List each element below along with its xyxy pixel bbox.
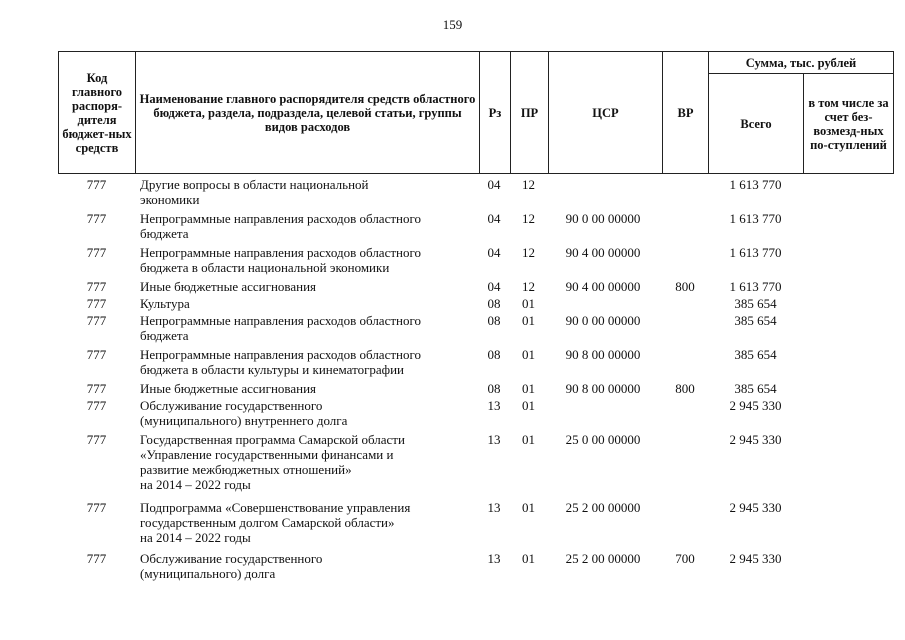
table-row: [58, 398, 893, 432]
header-kod: Код главного распоря-дителя бюджет-ных средств: [59, 52, 136, 174]
cell-kod: 777: [86, 296, 107, 311]
cell-pr: 12: [522, 279, 535, 294]
cell-sum: 385 654: [734, 347, 777, 362]
cell-name: Непрограммные направления расходов областного бюджета в области национальной экономики: [140, 245, 421, 275]
cell-kod: 777: [86, 432, 107, 447]
cell-sum: 385 654: [734, 381, 777, 396]
cell-pr: 01: [522, 500, 535, 515]
cell-pr: 01: [522, 381, 535, 396]
table-row: [58, 500, 893, 551]
cell-rz: 08: [487, 313, 501, 328]
cell-sum: 2 945 330: [729, 500, 782, 515]
cell-name: Иные бюджетные ассигнования: [140, 279, 317, 294]
cell-csr: 25 2 00 00000: [565, 551, 641, 566]
cell-sum: 2 945 330: [729, 551, 782, 566]
cell-kod: 777: [86, 347, 107, 362]
cell-rz: 13: [487, 500, 501, 515]
cell-sum: 1 613 770: [729, 177, 782, 192]
header-table: [58, 51, 894, 174]
cell-name: Другие вопросы в области национальной экономики: [140, 177, 369, 207]
cell-sum: 1 613 770: [729, 211, 782, 226]
header-csr: ЦСР: [549, 52, 663, 174]
cell-csr: 90 0 00 00000: [565, 211, 641, 226]
cell-rz: 04: [487, 177, 501, 192]
cell-name: Обслуживание государственного (муниципального) долга: [140, 551, 323, 581]
cell-csr: 90 0 00 00000: [565, 313, 641, 328]
table-row: [58, 296, 893, 313]
table-row: [58, 279, 893, 296]
header-rz: Рз: [480, 52, 511, 174]
cell-pr: 01: [522, 296, 535, 311]
cell-kod: 777: [86, 313, 107, 328]
table-row: [58, 313, 893, 347]
cell-csr: 90 8 00 00000: [565, 381, 641, 396]
cell-pr: 12: [522, 211, 535, 226]
cell-sum: 1 613 770: [729, 245, 782, 260]
cell-rz: 08: [487, 296, 501, 311]
cell-rz: 13: [487, 398, 501, 413]
cell-vr: 800: [675, 279, 695, 294]
cell-csr: 25 0 00 00000: [565, 432, 641, 447]
cell-kod: 777: [86, 398, 107, 413]
table-row: [58, 211, 893, 245]
cell-rz: 04: [487, 279, 501, 294]
cell-name: Культура: [140, 296, 190, 311]
cell-pr: 12: [522, 177, 535, 192]
cell-rz: 04: [487, 245, 501, 260]
header-summa: Сумма, тыс. рублей: [709, 52, 894, 74]
cell-rz: 13: [487, 432, 501, 447]
cell-csr: 25 2 00 00000: [565, 500, 641, 515]
cell-rz: 04: [487, 211, 501, 226]
table-body: [58, 177, 893, 585]
cell-rz: 08: [487, 381, 501, 396]
cell-csr: 90 4 00 00000: [565, 279, 641, 294]
header-name: Наименование главного распорядителя средств областного бюджета, раздела, подраздела, целевой статьи, группы видов расходов: [136, 52, 480, 174]
cell-sum: 1 613 770: [729, 279, 782, 294]
cell-sum: 2 945 330: [729, 432, 782, 447]
cell-name: Государственная программа Самарской области «Управление государственными финансами и развитие межбюджетных отношений» на 2014 – 2022 годы: [140, 432, 405, 492]
cell-kod: 777: [86, 381, 107, 396]
cell-sum: 2 945 330: [729, 398, 782, 413]
cell-kod: 777: [86, 245, 107, 260]
cell-rz: 13: [487, 551, 501, 566]
header-vr: ВР: [663, 52, 709, 174]
cell-kod: 777: [86, 500, 107, 515]
cell-name: Непрограммные направления расходов областного бюджета: [140, 313, 421, 343]
cell-pr: 12: [522, 245, 535, 260]
header-vsego: Всего: [709, 74, 804, 174]
cell-pr: 01: [522, 347, 535, 362]
cell-kod: 777: [86, 177, 107, 192]
table-row: [58, 245, 893, 279]
table-row: [58, 177, 893, 211]
cell-pr: 01: [522, 551, 535, 566]
table-header: [58, 51, 893, 174]
cell-kod: 777: [86, 551, 107, 566]
cell-name: Иные бюджетные ассигнования: [140, 381, 317, 396]
cell-sum: 385 654: [734, 313, 777, 328]
cell-pr: 01: [522, 313, 535, 328]
cell-name: Подпрограмма «Совершенствование управления государственным долгом Самарской области» на 2014 – 2022 годы: [140, 500, 411, 545]
table-row: [58, 432, 893, 500]
cell-rz: 08: [487, 347, 501, 362]
cell-kod: 777: [86, 279, 107, 294]
cell-pr: 01: [522, 398, 535, 413]
table-row: [58, 551, 893, 585]
page-number: 159: [442, 17, 463, 32]
cell-vr: 700: [675, 551, 695, 566]
table-row: [58, 381, 893, 398]
cell-name: Непрограммные направления расходов областного бюджета в области культуры и кинематографии: [140, 347, 421, 377]
header-pr: ПР: [511, 52, 549, 174]
cell-vr: 800: [675, 381, 695, 396]
cell-name: Обслуживание государственного (муниципального) внутреннего долга: [140, 398, 348, 428]
table-row: [58, 347, 893, 381]
cell-name: Непрограммные направления расходов областного бюджета: [140, 211, 421, 241]
cell-pr: 01: [522, 432, 535, 447]
cell-kod: 777: [86, 211, 107, 226]
cell-csr: 90 8 00 00000: [565, 347, 641, 362]
header-bezvozm: в том числе за счет без-возмезд-ных по-ступлений: [804, 74, 894, 174]
cell-sum: 385 654: [734, 296, 777, 311]
cell-csr: 90 4 00 00000: [565, 245, 641, 260]
